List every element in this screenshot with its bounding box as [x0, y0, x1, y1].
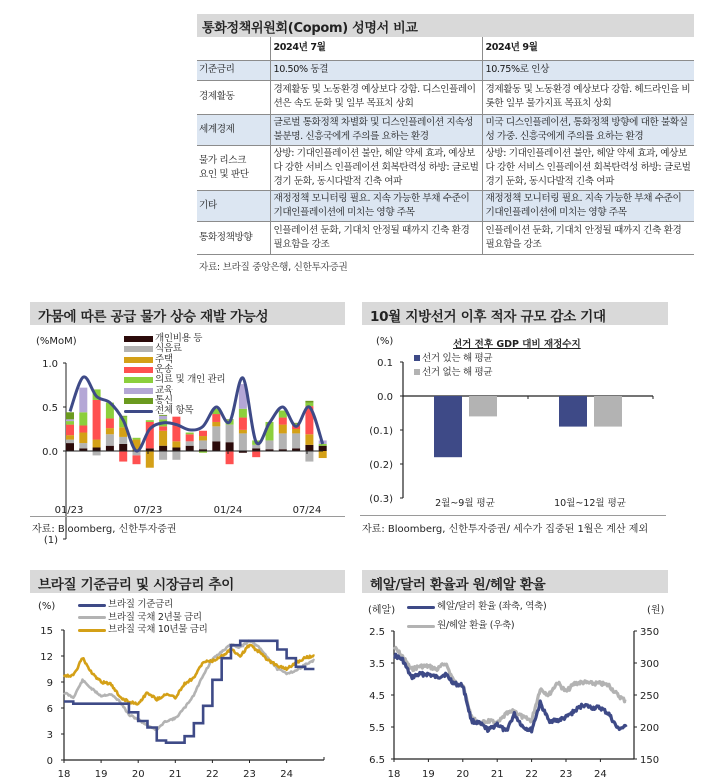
y-tick-label-right: 350: [640, 627, 660, 638]
table-source: 자료: 브라질 중앙은행, 신한투자증권: [199, 261, 348, 273]
x-tick-label: 20: [131, 769, 145, 780]
cell-jul: 재정정책 모니터링 필요. 지속 가능한 부채 수준이 기대인플레이션에 미치는 영향 주목: [270, 190, 482, 221]
legend-label: 전체 항목: [155, 405, 194, 417]
chart4-title: 헤알/달러 환율과 원/헤알 환율: [362, 570, 668, 593]
krw-brl-line: [394, 647, 626, 725]
chart1-title: 가뭄에 따른 공급 물가 상승 재발 가능성: [30, 302, 345, 325]
x-tick-label: 22: [206, 769, 219, 780]
legend-label: 브라질 국채 10년물 금리: [108, 624, 208, 635]
y-tick-label: 15: [40, 626, 53, 637]
cell-jul: 경제활동 및 노동환경 예상보다 강함. 디스인플레이션은 속도 둔화 및 일부 목표치 상회: [270, 80, 482, 114]
legend-label: 식음료: [155, 343, 182, 355]
y-tick-label-left: 4.5: [369, 691, 385, 702]
cell-jul: 인플레이션 둔화, 기대치 안정될 때까지 긴축 환경 필요함을 강조: [270, 221, 482, 254]
x-tick-label: 01/23: [54, 505, 84, 516]
chart1-source: 자료: Bloomberg, 신한투자증권: [32, 524, 177, 535]
y-tick-label: (0.3): [369, 494, 393, 505]
x-tick-label: 21: [168, 769, 182, 780]
cell-sep: 상방: 기대인플레이션 불안, 헤알 약세 효과, 예상보다 강한 서비스 인플레이션 회복탄력성 하방: 글로벌 경기 둔화, 동시다발적 긴축 여파: [482, 145, 694, 190]
legend-item: [407, 602, 546, 613]
legend-label: 원/헤알 환율 (우축): [437, 620, 515, 631]
row-label: 기준금리: [197, 60, 270, 80]
x-category-label: 2월~9월 평균: [435, 498, 495, 509]
legend-label: 선거 없는 해 평균: [422, 367, 493, 378]
y-tick-label-right: 200: [640, 723, 660, 734]
legend-label: 선거 있는 해 평균: [422, 353, 493, 364]
chart2-subtitle: 선거 전후 GDP 대비 재정수지: [453, 339, 581, 350]
x-tick-label: 23: [243, 769, 256, 780]
y-tick-label: 0: [46, 756, 53, 767]
chart3-ylabel: (%): [38, 601, 56, 612]
x-tick-label: 22: [525, 769, 538, 780]
legend-swatch: [407, 606, 435, 609]
legend-label: 헤알/달러 환율 (좌축, 역축): [437, 601, 547, 612]
x-tick-label: 24: [594, 769, 607, 780]
legend-label: 통신: [155, 394, 173, 406]
legend-label: 운송: [155, 363, 173, 375]
y-tick-label: 3: [46, 730, 53, 741]
header-cell-sep: 2024년 9월: [482, 37, 694, 60]
legend-label: 브라질 국채 2년물 금리: [108, 611, 202, 623]
cell-sep: 미국 디스인플레이션, 통화정책 방향에 대한 불확실성 가중. 신흥국에게 주의를 요하는 환경: [482, 114, 694, 145]
y-tick-label-right: 250: [640, 691, 660, 702]
y-tick-label-right: 150: [640, 755, 660, 766]
x-tick-label: 20: [456, 769, 470, 780]
y-tick-label-right: 300: [640, 659, 660, 670]
y-tick-label-left: 2.5: [369, 627, 385, 638]
x-tick-label: 07/23: [133, 505, 163, 516]
row-label: 세계경제: [197, 114, 270, 145]
legend-label: 주택: [155, 353, 173, 365]
y-tick-label: 0.0: [377, 392, 393, 403]
y-tick-label: 0.0: [42, 447, 58, 458]
y-tick-label-left: 6.5: [369, 755, 385, 766]
legend-label: 교육: [155, 384, 173, 396]
cell-jul: 상방: 기대인플레이션 불안, 헤알 약세 효과, 예상보다 강한 서비스 인플레이션 회복탄력성 하방: 글로벌 경기 둔화, 동시다발적 긴축 여파: [270, 145, 482, 190]
legend-label: 브라질 기준금리: [108, 599, 173, 610]
legend-label: 의료 및 개인 관리: [155, 374, 226, 386]
x-category-label: 10월~12월 평균: [554, 498, 626, 509]
x-tick-label: 23: [559, 769, 573, 780]
x-tick-label: 19: [422, 769, 435, 780]
cell-sep: 재정정책 모니터링 필요. 지속 가능한 부채 수준이 기대인플레이션에 미치는 영향 주목: [482, 190, 694, 221]
table-title: 통화정책위원회(Copom) 성명서 비교: [197, 14, 694, 37]
row-label: 물가 리스크 요인 및 판단: [197, 145, 270, 190]
x-tick-label: 21: [490, 769, 504, 780]
row-label: 경제활동: [197, 80, 270, 114]
chart3-title: 브라질 기준금리 및 시장금리 추이: [30, 570, 345, 593]
row-label: 통화정책방향: [197, 221, 270, 254]
cell-jul: 글로벌 통화정책 차별화 및 디스인플레이션 지속성 불분명. 신흥국에게 주의를 요하는 환경: [270, 114, 482, 145]
cell-sep: 인플레이션 둔화, 기대치 안정될 때까지 긴축 환경 필요함을 강조: [482, 221, 694, 254]
y-tick-label: (0.1): [369, 426, 393, 437]
y-tick-label: 0.5: [42, 403, 58, 414]
y-tick-label: 6: [46, 704, 53, 715]
chart4-ylabel-right: (원): [647, 605, 665, 616]
legend-label: 개인비용 등: [155, 333, 203, 344]
cell-sep: 경제활동 및 노동환경 예상보다 강함. 헤드라인을 비롯한 일부 물가지표 목표치 상회: [482, 80, 694, 114]
y-tick-label: 12: [40, 652, 53, 663]
x-tick-label: 01/24: [213, 505, 243, 516]
y-tick-label: (1): [43, 535, 58, 546]
row-label: 기타: [197, 190, 270, 221]
y-tick-label: 9: [46, 678, 53, 689]
x-tick-label: 18: [57, 769, 71, 780]
y-tick-label-left: 3.5: [369, 659, 385, 670]
legend-swatch: [407, 625, 435, 628]
x-tick-label: 18: [387, 769, 401, 780]
x-tick-label: 19: [94, 769, 108, 780]
x-tick-label: 24: [280, 769, 293, 780]
chart2-title: 10월 지방선거 이후 적자 규모 감소 기대: [362, 302, 668, 325]
cell-jul: 10.50% 동결: [270, 60, 482, 80]
y-tick-label: (0.2): [369, 460, 393, 471]
chart2-ylabel: (%): [376, 336, 394, 347]
chart4-ylabel-left: (헤알): [368, 605, 396, 616]
y-tick-label-left: 5.5: [369, 723, 385, 734]
y-tick-label: 0.1: [377, 358, 393, 369]
y-tick-label: 1.0: [42, 359, 58, 370]
chart2-source: 자료: Bloomberg, 신한투자증권/ 세수가 집중된 1월은 계산 제외: [362, 524, 649, 535]
x-tick-label: 07/24: [292, 505, 322, 516]
cell-sep: 10.75%로 인상: [482, 60, 694, 80]
chart1-ylabel: (%MoM): [36, 336, 77, 347]
header-cell-jul: 2024년 7월: [270, 37, 482, 60]
legend-item: [407, 621, 514, 632]
